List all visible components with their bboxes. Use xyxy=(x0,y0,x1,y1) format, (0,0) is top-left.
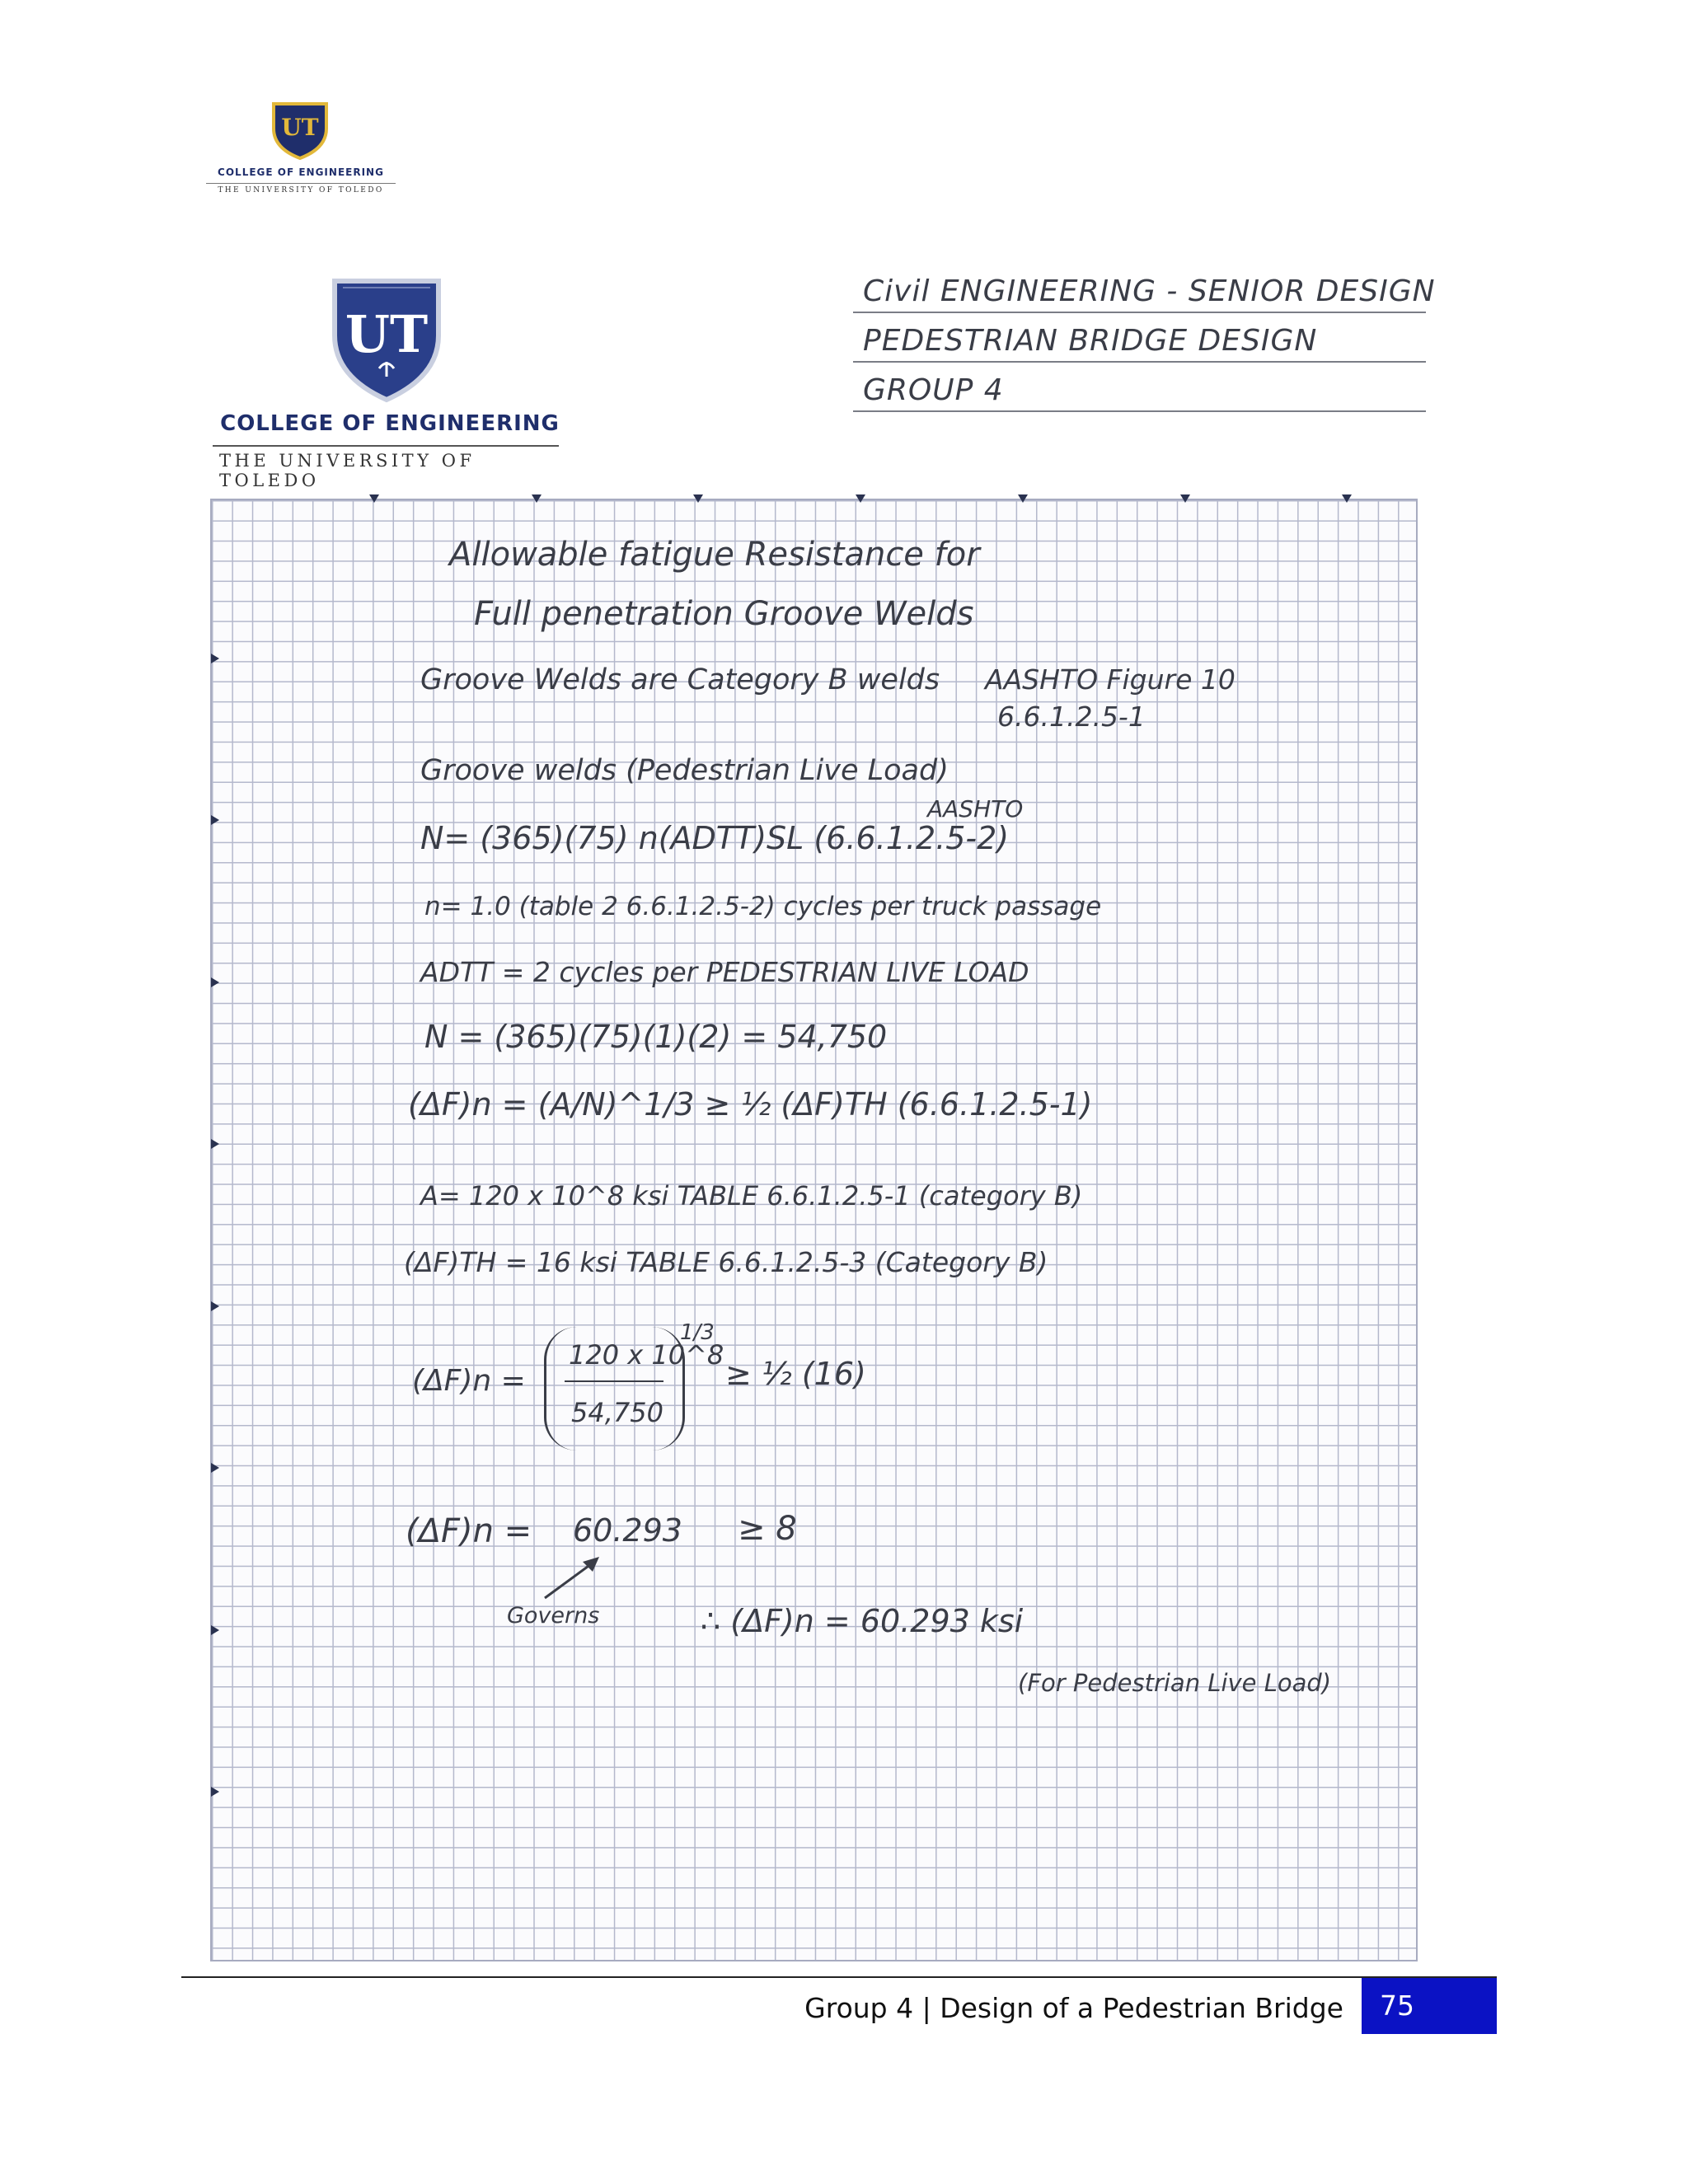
threshold-note: (ΔF)TH = 16 ksi TABLE 6.6.1.2.5-3 (Category B) xyxy=(404,1246,1048,1278)
page-number: 75 xyxy=(1362,1978,1497,2034)
aashto-figure-ref: AASHTO Figure 10 xyxy=(985,663,1236,696)
notes-heading-2: Full penetration Groove Welds xyxy=(474,595,974,633)
grid-tick-marker xyxy=(1342,494,1352,503)
a-constant-note: A= 120 x 10^8 ksi TABLE 6.6.1.2.5-1 (category B) xyxy=(420,1180,1083,1212)
aashto-figure-number: 6.6.1.2.5-1 xyxy=(997,701,1146,733)
n-calculation: N = (365)(75)(1)(2) = 54,750 xyxy=(424,1019,888,1055)
substitution-rhs: ≥ ½ (16) xyxy=(725,1356,866,1392)
grid-tick-marker xyxy=(369,494,379,503)
title-group: GROUP 4 xyxy=(863,373,1004,407)
n-value-note: n= 1.0 (table 2 6.6.1.2.5-2) cycles per truck passage xyxy=(424,892,1102,921)
groove-category-note: Groove Welds are Category B welds xyxy=(420,663,940,696)
fraction-bar xyxy=(565,1380,663,1382)
grid-tick-marker xyxy=(211,1301,219,1311)
ut-shield-icon xyxy=(270,101,330,160)
logo-divider xyxy=(213,445,559,447)
grid-tick-marker xyxy=(211,1625,219,1635)
grid-tick-marker xyxy=(1018,494,1028,503)
grid-tick-marker xyxy=(211,1139,219,1149)
fraction-exponent: 1/3 xyxy=(680,1320,715,1345)
graph-paper xyxy=(210,499,1418,1961)
final-result: ∴ (ΔF)n = 60.293 ksi xyxy=(701,1603,1024,1639)
college-logo-large xyxy=(213,276,567,490)
grid-tick-marker xyxy=(211,815,219,825)
title-line-3 xyxy=(853,363,1426,412)
footer-divider xyxy=(181,1976,1497,1978)
result-lhs: (ΔF)n = xyxy=(406,1512,532,1550)
shield-text: UT xyxy=(345,304,429,364)
title-project: PEDESTRIAN BRIDGE DESIGN xyxy=(863,324,1318,358)
substitution-lhs: (ΔF)n = xyxy=(412,1364,526,1398)
governs-label: Governs xyxy=(507,1603,600,1629)
header-logo-small xyxy=(206,101,396,198)
title-course: Civil ENGINEERING - SENIOR DESIGN xyxy=(863,274,1436,308)
result-value: 60.293 xyxy=(573,1512,682,1549)
notes-heading-1: Allowable fatigue Resistance for xyxy=(449,536,980,574)
grid-tick-marker xyxy=(693,494,703,503)
university-label: THE UNIVERSITY OF TOLEDO xyxy=(219,451,476,490)
grid-tick-marker xyxy=(211,1463,219,1473)
result-comparison: ≥ 8 xyxy=(738,1510,797,1548)
fraction-numerator: 120 x 10^8 xyxy=(569,1339,724,1371)
college-label: COLLEGE OF ENGINEERING xyxy=(220,411,560,436)
n-cycles-formula: N= (365)(75) n(ADTT)SL (6.6.1.2.5-2) xyxy=(420,820,1010,856)
governs-arrow-icon xyxy=(540,1554,606,1603)
footer-title: Group 4 | Design of a Pedestrian Bridge xyxy=(804,1992,1343,2024)
project-title-block xyxy=(853,264,1436,410)
grid-tick-marker xyxy=(532,494,542,503)
title-line-2 xyxy=(853,313,1426,363)
adtt-note: ADTT = 2 cycles per PEDESTRIAN LIVE LOAD xyxy=(420,956,1029,988)
grid-tick-marker xyxy=(1180,494,1190,503)
grid-tick-marker xyxy=(211,1787,219,1797)
shield-text: UT xyxy=(281,114,319,141)
title-line-1 xyxy=(853,264,1436,313)
grid-tick-marker xyxy=(211,977,219,987)
college-label: COLLEGE OF ENGINEERING xyxy=(218,166,384,178)
ut-shield-icon xyxy=(330,276,443,404)
final-result-condition: (For Pedestrian Live Load) xyxy=(1018,1669,1332,1697)
groove-welds-ped-load: Groove welds (Pedestrian Live Load) xyxy=(420,754,949,787)
fatigue-formula: (ΔF)n = (A/N)^1/3 ≥ ½ (ΔF)TH (6.6.1.2.5-1) xyxy=(408,1086,1093,1122)
university-label: THE UNIVERSITY OF TOLEDO xyxy=(206,183,396,194)
fraction-denominator: 54,750 xyxy=(571,1397,663,1428)
grid-tick-marker xyxy=(856,494,865,503)
grid-tick-marker xyxy=(211,654,219,663)
aashto-label: AASHTO xyxy=(927,795,1024,823)
